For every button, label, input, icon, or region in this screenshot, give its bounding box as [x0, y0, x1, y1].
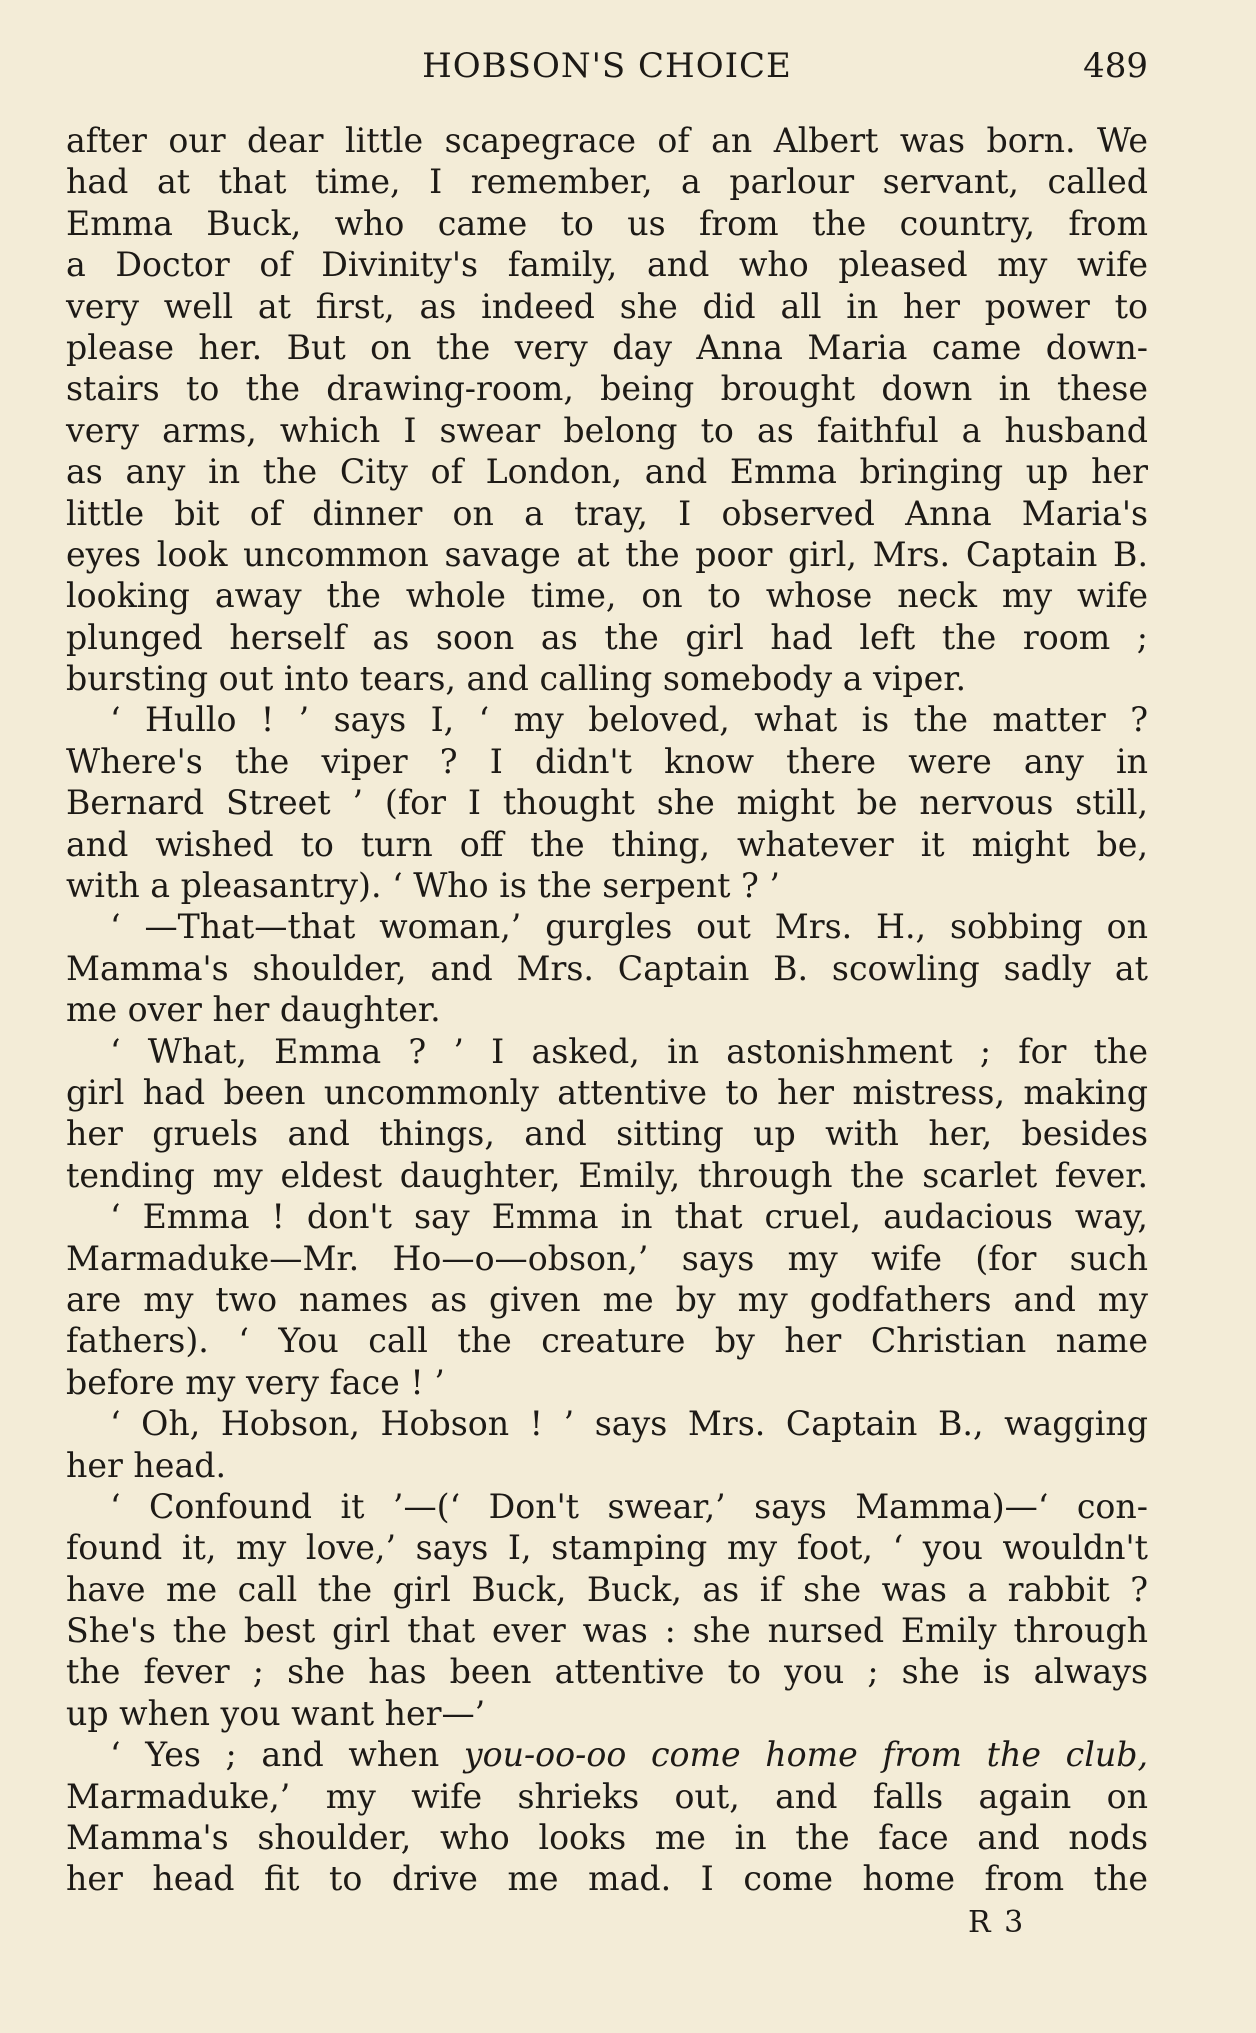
- text-line: ‘ Oh, Hobson, Hobson ! ’ says Mrs. Captain B., wagging: [110, 1404, 1148, 1444]
- text-line: had at that time, I remember, a parlour servant, called: [66, 162, 1148, 202]
- text-line: me over her daughter.: [66, 990, 441, 1030]
- text-line: ‘ Emma ! don't say Emma in that cruel, audacious way,: [110, 1197, 1148, 1237]
- signature-mark: R 3: [968, 1905, 1026, 1940]
- page-number: 489: [1083, 46, 1148, 86]
- text-line: ‘ —That—that woman,’ gurgles out Mrs. H., sobbing on: [110, 907, 1148, 947]
- text-line: please her. But on the very day Anna Maria came down-: [66, 327, 1148, 367]
- text-line: the fever ; she has been attentive to you ; she is always: [66, 1652, 1148, 1692]
- text-line: her head.: [66, 1445, 227, 1485]
- text-line: are my two names as given me by my godfathers and my: [66, 1279, 1148, 1319]
- text-line: eyes look uncommon savage at the poor girl, Mrs. Captain B.: [66, 534, 1148, 574]
- text-line: ‘ Confound it ’—(‘ Don't swear,’ says Mamma)—‘ con-: [110, 1486, 1148, 1526]
- text-line: ‘ What, Emma ? ’ I asked, in astonishment ; for the: [110, 1031, 1148, 1071]
- body-text: [66, 120, 1148, 1900]
- text-line: tending my eldest daughter, Emily, through the scarlet fever.: [66, 1155, 1148, 1195]
- text-line: Where's the viper ? I didn't know there were any in: [66, 741, 1148, 781]
- text-line: fathers). ‘ You call the creature by her Christian name: [66, 1321, 1148, 1361]
- text-line: before my very face ! ’: [66, 1362, 445, 1402]
- text-line: stairs to the drawing-room, being brought down in these: [66, 369, 1148, 409]
- text-line: with a pleasantry). ‘ Who is the serpent ? ’: [66, 866, 780, 906]
- text-line: have me call the girl Buck, Buck, as if she was a rabbit ?: [66, 1569, 1148, 1609]
- text-line: Bernard Street ’ (for I thought she might be nervous still,: [66, 783, 1148, 823]
- text-line: bursting out into tears, and calling somebody a viper.: [66, 659, 967, 699]
- text-line: as any in the City of London, and Emma bringing up her: [66, 452, 1148, 492]
- text-line: little bit of dinner on a tray, I observed Anna Maria's: [66, 493, 1148, 533]
- text-line: Emma Buck, who came to us from the country, from: [66, 203, 1148, 243]
- text-line: girl had been uncommonly attentive to her mistress, making: [66, 1072, 1148, 1112]
- text-line: looking away the whole time, on to whose neck my wife: [66, 576, 1148, 616]
- text-line: after our dear little scapegrace of an Albert was born. We: [66, 121, 1148, 160]
- text-line: She's the best girl that ever was : she nursed Emily through: [66, 1611, 1148, 1651]
- text-line: very well at first, as indeed she did all in her power to: [66, 286, 1148, 326]
- text-line: very arms, which I swear belong to as faithful a husband: [66, 410, 1148, 450]
- text-line: ‘ Yes ; and when you-oo-oo come home from the club,: [110, 1735, 1148, 1775]
- text-line: a Doctor of Divinity's family, and who pleased my wife: [66, 245, 1148, 285]
- text-line: Marmaduke—Mr. Ho—o—obson,’ says my wife (for such: [66, 1238, 1148, 1278]
- text-line: and wished to turn off the thing, whatever it might be,: [66, 824, 1148, 864]
- text-line: ‘ Hullo ! ’ says I, ‘ my beloved, what is the matter ?: [110, 700, 1148, 740]
- text-line: plunged herself as soon as the girl had left the room ;: [66, 617, 1148, 657]
- text-line: her head fit to drive me mad. I come home from the: [66, 1859, 1148, 1899]
- text-line: her gruels and things, and sitting up with her, besides: [66, 1114, 1148, 1154]
- text-line: Marmaduke,’ my wife shrieks out, and falls again on: [66, 1776, 1148, 1816]
- text-line: found it, my love,’ says I, stamping my foot, ‘ you wouldn't: [66, 1528, 1148, 1568]
- text-line: Mamma's shoulder, and Mrs. Captain B. scowling sadly at: [66, 948, 1148, 988]
- page-header: [66, 42, 1148, 90]
- text-line: Mamma's shoulder, who looks me in the face and nods: [66, 1818, 1148, 1858]
- running-title: HOBSON'S CHOICE: [422, 46, 792, 86]
- text-line: up when you want her—’: [66, 1693, 486, 1733]
